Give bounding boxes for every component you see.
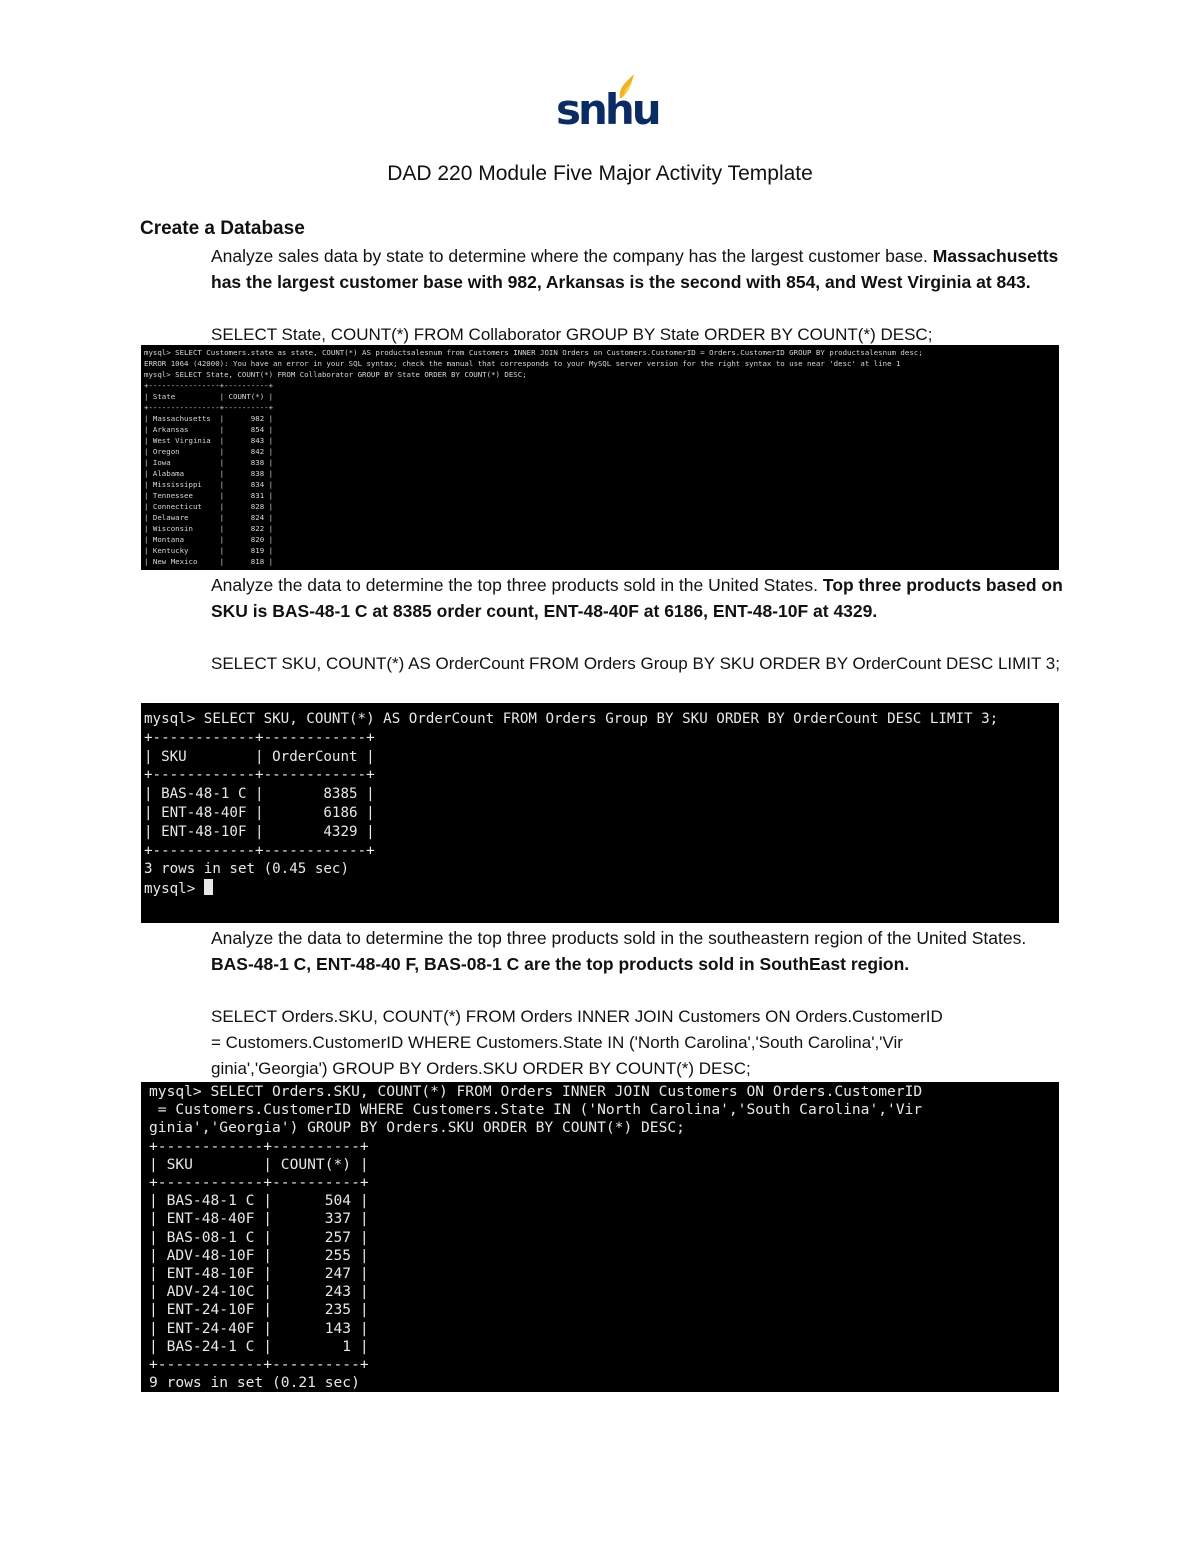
task2-text xyxy=(211,572,1071,624)
query-line: ginia','Georgia') GROUP BY Orders.SKU ORDER BY COUNT(*) DESC; xyxy=(211,1059,751,1078)
task1-terminal-screenshot xyxy=(141,345,1059,570)
terminal-output: mysql> SELECT SKU, COUNT(*) AS OrderCount FROM Orders Group BY SKU ORDER BY OrderCount DESC LIMIT 3; +------------+------------+ | SKU | OrderCount | +------------+------------+ | BAS-48-1 C | 8385 | | ENT-48-40F | 6186 | | ENT-48-10F | 4329 | +------------+------------+ 3 rows in set (0.45 sec) mysql> xyxy=(144,711,999,898)
task1-query: SELECT State, COUNT(*) FROM Collaborator GROUP BY State ORDER BY COUNT(*) DESC; xyxy=(211,325,933,344)
task3-answer: BAS-48-1 C, ENT-48-40 F, BAS-08-1 C are the top products sold in SouthEast region. xyxy=(211,954,910,974)
terminal-output: mysql> SELECT Customers.state as state, COUNT(*) AS productsalesnum from Customers INNER JOIN Orders on Customers.CustomerID = Orders.CustomerID GROUP BY productsalesnum desc; ERROR 1064 (42000): You have an error in your SQL syntax; check the manual that corresponds to your MySQL server version for the right syntax to use near 'desc' at line 1 mysql> SELECT State, COUNT(*) FROM Collaborator GROUP BY State ORDER BY COUNT(*) DESC; +----------------+----------+ | State | COUNT(*) | +----------------+----------+ | Massachusetts | 982 | | Arkansas | 854 | | West Virginia | 843 | | Oregon | 842 | | Iowa | 838 | | Alabama | 838 | | Mississippi | 834 | | Tennessee | 831 | | Connecticut | 828 | | Delaware | 824 | | Wisconsin | 822 | | Montana | 820 | | Kentucky | 819 | | New Mexico | 818 | xyxy=(144,348,923,566)
task3-text xyxy=(211,925,1071,977)
task2-prompt: Analyze the data to determine the top three products sold in the United States. xyxy=(211,575,819,595)
task2-query: SELECT SKU, COUNT(*) AS OrderCount FROM Orders Group BY SKU ORDER BY OrderCount DESC LIMIT 3; xyxy=(211,654,1060,673)
terminal-output: mysql> SELECT Orders.SKU, COUNT(*) FROM Orders INNER JOIN Customers ON Orders.CustomerID = Customers.CustomerID WHERE Customers.State IN ('North Carolina','South Carolina','Vir ginia','Georgia') GROUP BY Orders.SKU ORDER BY COUNT(*) DESC; +------------+----------+ | SKU | COUNT(*) | +------------+----------+ | BAS-48-1 C | 504 | | ENT-48-40F | 337 | | BAS-08-1 C | 257 | | ADV-48-10F | 255 | | ENT-48-10F | 247 | | ADV-24-10C | 243 | | ENT-24-10F | 235 | | ENT-24-40F | 143 | | BAS-24-1 C | 1 | +------------+----------+ 9 rows in set (0.21 sec) xyxy=(149,1083,923,1392)
query-line: = Customers.CustomerID WHERE Customers.State IN ('North Carolina','South Carolina','Vir xyxy=(211,1033,903,1052)
task1-prompt: Analyze sales data by state to determine where the company has the largest customer base. xyxy=(211,246,928,266)
task3-query xyxy=(211,1004,1071,1082)
query-line: SELECT Orders.SKU, COUNT(*) FROM Orders INNER JOIN Customers ON Orders.CustomerID xyxy=(211,1007,943,1026)
task2-terminal-screenshot xyxy=(141,703,1059,923)
document-title: DAD 220 Module Five Major Activity Template xyxy=(387,162,813,185)
snhu-logo xyxy=(556,72,659,134)
task2-answer: Top three products based on SKU is BAS-48-1 C at 8385 order count, ENT-48-40F at 6186, ENT-48-10F at 4329. xyxy=(211,575,1063,621)
task1-answer: Massachusetts has the largest customer base with 982, Arkansas is the second with 854, and West Virginia at 843. xyxy=(211,246,1059,292)
section-heading: Create a Database xyxy=(140,218,305,239)
terminal-cursor xyxy=(204,879,213,895)
task1-text xyxy=(211,243,1071,295)
logo-wordmark: snhu xyxy=(556,85,659,134)
task3-terminal-screenshot xyxy=(141,1082,1059,1392)
task3-prompt: Analyze the data to determine the top three products sold in the southeastern region of the United States. xyxy=(211,928,1027,948)
